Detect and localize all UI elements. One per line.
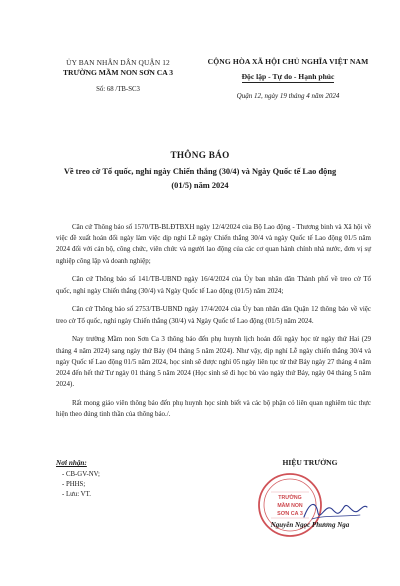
- place-date: Quận 12, ngày 19 tháng 4 năm 2024: [236, 92, 340, 100]
- recipients-label: Nơi nhận:: [56, 459, 87, 467]
- svg-text:MẦM NON: MẦM NON: [277, 503, 303, 509]
- svg-text:SƠN CA 3: SƠN CA 3: [277, 511, 303, 517]
- document-title: THÔNG BÁO: [170, 150, 230, 160]
- document-number: Số: 68 /TB-SC3: [96, 86, 140, 93]
- recipients-block: [56, 458, 100, 500]
- paragraph: Căn cứ Thông báo số 141/TB-UBND ngày 16/4/2024 của Ủy ban nhân dân Thành phố về treo cờ Tổ quốc, nghỉ ngày Chiến thắng (30/4) và Ngày Quốc tế Lao động (01/5) năm 2024;: [56, 275, 371, 295]
- national-motto: Độc lập - Tự do - Hạnh phúc: [241, 72, 335, 81]
- paragraph: Rất mong giáo viên thông báo đến phụ huynh học sinh biết và các bộ phận có liên quan nghiêm túc thực hiện theo đúng tinh thần của thông báo./.: [56, 399, 371, 419]
- country-name: CỘNG HÒA XÃ HỘI CHỦ NGHĨA VIỆT NAM: [207, 57, 369, 66]
- school-name: TRƯỜNG MẦM NON SƠN CA 3: [62, 68, 174, 77]
- svg-text:TRƯỜNG: TRƯỜNG: [278, 495, 302, 501]
- issuer-header: [38, 58, 198, 93]
- agency-name: ỦY BAN NHÂN DÂN QUẬN 12: [66, 58, 170, 67]
- recipient-item: - Lưu: VT.: [62, 491, 91, 498]
- paragraph: Căn cứ Thông báo số 1570/TB-BLĐTBXH ngày 12/4/2024 của Bộ Lao động - Thương binh và Xã hội về việc đề xuất hoán đổi ngày làm việc dịp nghỉ Lễ ngày Chiến thắng 30/4 và ngày Quốc tế Lao động 01/5 năm 2024 đối với cán bộ, công chức, viên chức và người lao động của các cơ quan hành chính nhà nước, đơn vị sự nghiệp công lập và doanh nghiệp;: [56, 223, 371, 265]
- signer-name: Nguyễn Ngọc Phương Nga: [270, 521, 350, 529]
- recipient-item: - CB-GV-NV;: [62, 471, 100, 478]
- document-body: [56, 222, 371, 428]
- signature-block: [255, 458, 365, 529]
- paragraph: Căn cứ Thông báo số 2753/TB-UBND ngày 17/4/2024 của Ủy ban nhân dân Quận 12 thông báo về việc treo cờ Tổ quốc, nghỉ ngày Chiến thắng (30/4) và Ngày Quốc tế Lao động (01/5) năm 2024.: [56, 305, 371, 325]
- recipient-item: - PHHS;: [62, 481, 86, 488]
- national-header: [198, 57, 378, 100]
- signer-role: HIỆU TRƯỞNG: [282, 458, 338, 467]
- paragraph: Nay trường Mầm non Sơn Ca 3 thông báo đến phụ huynh lịch hoán đổi ngày học từ ngày thứ Hai (29 tháng 4 năm 2024) sang ngày thứ Bảy (04 tháng 5 năm 2024). Như vậy, dịp nghỉ Lễ ngày chiến thắng 30/4 và ngày Quốc tế Lao động 01/5 năm 2024, học sinh sẽ được nghỉ 05 ngày liên tục từ thứ Bảy ngày 27 tháng 4 năm 2024 đến hết thứ Tư ngày 01 tháng 5 năm 2024 (Học sinh sẽ đi học bù vào ngày thứ Bảy, ngày 04 tháng 5 năm 2024).: [56, 335, 371, 389]
- document-subtitle: Về treo cờ Tổ quốc, nghỉ ngày Chiến thắng (30/4) và Ngày Quốc tế Lao động (01/5) năm 2024: [63, 167, 337, 190]
